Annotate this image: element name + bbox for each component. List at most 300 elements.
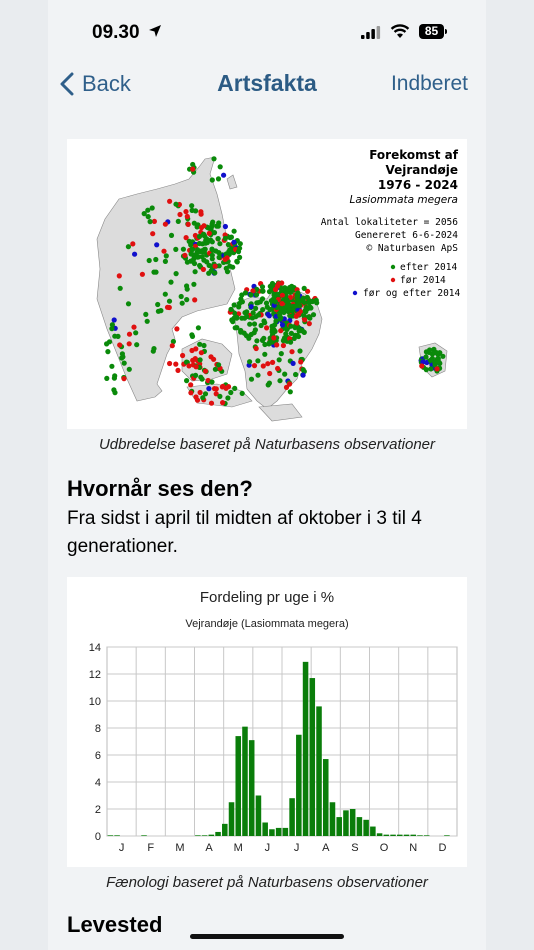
back-label: Back (82, 71, 131, 96)
observation-dot (193, 269, 198, 274)
observation-dot (198, 209, 203, 214)
observation-dot (267, 381, 272, 386)
observation-dot (209, 268, 214, 273)
week-bar (384, 835, 390, 836)
observation-dot (297, 328, 302, 333)
when-text: Fra sidst i april til midten af oktober i 3 til 4 generationer. (67, 508, 422, 557)
observation-dot (118, 286, 123, 291)
week-bar (424, 835, 430, 836)
observation-dot (275, 366, 280, 371)
observation-dot (208, 354, 213, 359)
observation-dot (307, 321, 312, 326)
observation-dot (153, 257, 158, 262)
y-tick-label: 2 (94, 804, 101, 816)
observation-dot (121, 376, 126, 381)
observation-dot (267, 313, 272, 318)
week-bar (141, 835, 147, 836)
observation-dot (117, 342, 122, 347)
observation-dot (291, 361, 296, 366)
observation-dot (192, 261, 197, 266)
observation-dot (211, 156, 216, 161)
observation-dot (150, 231, 155, 236)
observation-dot (247, 359, 252, 364)
observation-dot (158, 308, 163, 313)
observation-dot (132, 252, 137, 257)
map-canvas (67, 139, 467, 429)
week-bar (404, 835, 410, 836)
anholt-shape (227, 175, 237, 189)
observation-dot (226, 242, 231, 247)
legend-label-before: før 2014 (400, 275, 446, 286)
observation-dot (216, 236, 221, 241)
observation-dot (197, 241, 202, 246)
month-label: N (409, 842, 418, 854)
observation-dot (184, 283, 189, 288)
week-bar (222, 824, 228, 836)
observation-dot (177, 212, 182, 217)
observation-dot (196, 325, 201, 330)
observation-dot (271, 335, 276, 340)
observation-dot (117, 273, 122, 278)
observation-dot (239, 316, 244, 321)
observation-dot (143, 312, 148, 317)
phenology-chart (67, 577, 467, 867)
observation-dot (201, 232, 206, 237)
observation-dot (207, 231, 212, 236)
observation-dot (163, 222, 168, 227)
month-label: M (175, 842, 185, 854)
observation-dot (251, 310, 256, 315)
observation-dot (109, 364, 114, 369)
observation-dot (127, 341, 132, 346)
observation-dot (239, 292, 244, 297)
observation-dot (279, 301, 284, 306)
observation-dot (217, 255, 222, 260)
week-bar (316, 706, 322, 836)
map-legend (353, 262, 461, 299)
observation-dot (209, 226, 214, 231)
observation-dot (185, 260, 190, 265)
navigation-bar (48, 64, 486, 104)
observation-dot (225, 395, 230, 400)
map-info-line3: © Naturbasen ApS (366, 243, 458, 254)
observation-dot (237, 255, 242, 260)
observation-dot (228, 307, 233, 312)
legend-dot-red (391, 278, 395, 282)
observation-dot (244, 333, 249, 338)
observation-dot (111, 387, 116, 392)
week-bar (444, 835, 450, 836)
observation-dot (165, 305, 170, 310)
observation-dot (198, 375, 203, 380)
observation-dot (284, 299, 289, 304)
observation-dot (142, 211, 147, 216)
wifi-icon (390, 24, 410, 39)
observation-dot (236, 249, 241, 254)
observation-dot (254, 346, 259, 351)
week-bar (417, 835, 423, 836)
observation-dot (262, 352, 267, 357)
observation-dot (305, 306, 310, 311)
chart-title: Fordeling pr uge i % (199, 589, 335, 606)
observation-dot (419, 363, 424, 368)
observation-dot (261, 363, 266, 368)
observation-dot (273, 318, 278, 323)
week-bar (283, 828, 289, 836)
week-bar (289, 798, 295, 836)
week-bar (195, 835, 201, 836)
observation-dot (273, 299, 278, 304)
observation-dot (164, 253, 169, 258)
observation-dot (281, 337, 286, 342)
observation-dot (292, 336, 297, 341)
observation-dot (180, 353, 185, 358)
observation-dot (276, 281, 281, 286)
observation-dot (210, 239, 215, 244)
observation-dot (287, 307, 292, 312)
observation-dot (199, 350, 204, 355)
observation-dot (295, 290, 300, 295)
month-label: J (293, 842, 300, 854)
week-bar (229, 802, 235, 836)
observation-dot (185, 214, 190, 219)
observation-dot (212, 386, 217, 391)
observation-dot (194, 364, 199, 369)
observation-dot (182, 253, 187, 258)
funen-shape (182, 339, 232, 381)
observation-dot (289, 349, 294, 354)
observation-dot (264, 325, 269, 330)
observation-dot (201, 223, 206, 228)
week-bar (323, 759, 329, 836)
week-bar (242, 727, 248, 836)
islands-shape (259, 404, 302, 421)
observation-dot (229, 235, 234, 240)
y-tick-label: 12 (88, 669, 101, 681)
observation-dot (434, 366, 439, 371)
observation-dot (184, 235, 189, 240)
observation-dot (294, 320, 299, 325)
week-bar (108, 835, 114, 836)
observation-dot (298, 359, 303, 364)
observation-dot (236, 304, 241, 309)
observation-dot (216, 362, 221, 367)
battery-icon: 85 (419, 24, 444, 39)
week-bar (303, 662, 309, 836)
observation-dot (198, 357, 203, 362)
observation-dot (104, 376, 109, 381)
observation-dot (428, 366, 433, 371)
location-arrow-icon (148, 24, 162, 38)
observation-dot (301, 296, 306, 301)
observation-dot (217, 241, 222, 246)
observation-dot (252, 321, 257, 326)
observation-dot (293, 372, 298, 377)
observation-dot (161, 249, 166, 254)
month-label: A (322, 842, 330, 854)
observation-dot (190, 334, 195, 339)
observation-dot (223, 224, 228, 229)
observation-dot (201, 343, 206, 348)
observation-dot (254, 338, 259, 343)
map-info-line1: Antal lokaliteter = 2056 (320, 217, 458, 228)
observation-dot (423, 354, 428, 359)
observation-dot (112, 317, 117, 322)
observation-dot (206, 386, 211, 391)
observation-dot (189, 247, 194, 252)
week-bar (343, 810, 349, 836)
observation-dot (259, 323, 264, 328)
observation-dot (122, 361, 127, 366)
observation-dot (186, 222, 191, 227)
observation-dot (260, 307, 265, 312)
observation-dot (134, 342, 139, 347)
map-title-line1: Forekomst af (369, 148, 458, 162)
observation-dot (260, 338, 265, 343)
observation-dot (184, 378, 189, 383)
week-bar (296, 735, 302, 836)
observation-dot (254, 292, 259, 297)
observation-dot (289, 331, 294, 336)
observation-dot (270, 360, 275, 365)
observation-dot (228, 390, 233, 395)
observation-dot (278, 328, 283, 333)
observation-dot (200, 395, 205, 400)
observation-dot (104, 341, 109, 346)
observation-dot (252, 363, 257, 368)
map-info-line2: Genereret 6-6-2024 (355, 230, 458, 241)
observation-dot (231, 240, 236, 245)
observation-dot (148, 219, 153, 224)
week-bar (377, 833, 383, 836)
observation-dot (133, 330, 138, 335)
observation-dot (282, 372, 287, 377)
observation-dot (155, 302, 160, 307)
observation-dot (189, 348, 194, 353)
observation-dot (209, 247, 214, 252)
observation-dot (168, 280, 173, 285)
observation-dot (307, 316, 312, 321)
home-indicator[interactable] (190, 934, 344, 939)
month-label: O (379, 842, 389, 854)
observation-dot (190, 358, 195, 363)
observation-dot (131, 325, 136, 330)
observation-dot (201, 267, 206, 272)
observation-dot (310, 299, 315, 304)
observation-dot (127, 332, 132, 337)
observation-dot (234, 315, 239, 320)
week-bar (410, 835, 416, 836)
page-title: Artsfakta (217, 70, 317, 96)
observation-dot (190, 208, 195, 213)
map-title-line2: Vejrandøje (385, 163, 458, 177)
week-bar (336, 817, 342, 836)
observation-dot (428, 358, 433, 363)
observation-dot (151, 349, 156, 354)
week-bar (390, 835, 396, 836)
observation-dot (278, 315, 283, 320)
report-button[interactable]: Indberet (390, 72, 468, 95)
month-label: A (205, 842, 213, 854)
observation-dot (188, 390, 193, 395)
battery-tip (445, 29, 447, 34)
observation-dot (115, 334, 120, 339)
observation-dot (265, 361, 270, 366)
observation-dot (190, 162, 195, 167)
observation-dot (179, 294, 184, 299)
observation-dot (217, 394, 222, 399)
observation-dot (140, 272, 145, 277)
observation-dot (174, 271, 179, 276)
month-label: M (233, 842, 243, 854)
cellular-signal-icon (361, 26, 381, 39)
observation-dot (203, 369, 208, 374)
observation-dot (285, 286, 290, 291)
legend-label-both: før og efter 2014 (363, 288, 461, 299)
observation-dot (288, 389, 293, 394)
observation-dot (197, 263, 202, 268)
observation-dot (427, 347, 432, 352)
week-bar (235, 736, 241, 836)
observation-dot (220, 384, 225, 389)
observation-dot (184, 297, 189, 302)
map-caption: Udbredelse baseret på Naturbasens observationer (98, 436, 436, 453)
week-bar (262, 823, 268, 837)
observation-dot (225, 269, 230, 274)
observation-dot (130, 241, 135, 246)
observation-dot (288, 324, 293, 329)
week-bar (357, 817, 363, 836)
chart-canvas (67, 577, 467, 867)
week-bar (215, 832, 221, 836)
chart-grid (107, 647, 457, 836)
y-tick-label: 6 (94, 750, 101, 762)
week-bar (114, 835, 120, 836)
observation-dot (279, 351, 284, 356)
app-screen (48, 0, 486, 950)
week-bar (363, 820, 369, 836)
observation-dot (153, 270, 158, 275)
observation-dot (181, 247, 186, 252)
observation-dot (210, 220, 215, 225)
observation-dot (167, 361, 172, 366)
observation-dot (273, 287, 278, 292)
observation-dot (119, 355, 124, 360)
observation-dot (301, 367, 306, 372)
observation-dot (232, 386, 237, 391)
week-bar (310, 678, 316, 836)
observation-dot (167, 299, 172, 304)
observation-dot (189, 203, 194, 208)
observation-dot (256, 312, 261, 317)
week-bar (269, 829, 275, 836)
observation-dot (229, 318, 234, 323)
observation-dot (163, 259, 168, 264)
observation-dot (173, 202, 178, 207)
observation-dot (233, 325, 238, 330)
observation-dot (247, 322, 252, 327)
observation-dot (227, 264, 232, 269)
observation-dot (296, 299, 301, 304)
habitat-heading: Levested (67, 912, 163, 937)
observation-dot (244, 314, 249, 319)
y-tick-label: 0 (94, 831, 101, 843)
observation-dot (258, 299, 263, 304)
observation-dot (213, 264, 218, 269)
observation-dot (218, 164, 223, 169)
observation-dot (302, 330, 307, 335)
observation-dot (301, 373, 306, 378)
when-heading: Hvornår ses den? (67, 476, 253, 501)
observation-dot (209, 379, 214, 384)
observation-dot (163, 292, 168, 297)
observation-dot (277, 378, 282, 383)
observation-dot (190, 167, 195, 172)
observation-dot (216, 176, 221, 181)
map-title-line3: 1976 - 2024 (377, 178, 458, 192)
observation-dot (260, 289, 265, 294)
y-tick-label: 14 (88, 642, 101, 654)
observation-dot (214, 224, 219, 229)
legend-dot-blue (353, 291, 357, 295)
observation-dot (302, 286, 307, 291)
y-tick-label: 4 (94, 777, 101, 789)
observation-dot (169, 233, 174, 238)
observation-dot (280, 322, 285, 327)
observation-dot (188, 242, 193, 247)
observation-dot (437, 350, 442, 355)
observation-dot (255, 358, 260, 363)
month-label: J (118, 842, 125, 854)
observation-dot (127, 367, 132, 372)
week-bar (249, 740, 255, 836)
observation-dot (173, 247, 178, 252)
legend-label-after: efter 2014 (400, 262, 458, 273)
observation-dot (204, 259, 209, 264)
week-bar (330, 802, 336, 836)
observation-dot (176, 219, 181, 224)
observation-dot (209, 401, 214, 406)
week-bar (397, 835, 403, 836)
observation-dot (126, 244, 131, 249)
observation-dot (302, 317, 307, 322)
observation-dot (170, 343, 175, 348)
observation-dot (154, 242, 159, 247)
observation-dot (288, 340, 293, 345)
week-bar (256, 796, 262, 837)
observation-dot (189, 251, 194, 256)
observation-dot (281, 343, 286, 348)
observation-dot (267, 371, 272, 376)
observation-dot (188, 382, 193, 387)
map-species-name: Lasiommata megera (349, 194, 458, 206)
observation-dot (145, 319, 150, 324)
observation-dot (261, 318, 266, 323)
observation-dot (296, 312, 301, 317)
observation-dot (193, 394, 198, 399)
observation-dot (221, 173, 226, 178)
week-bar (350, 809, 356, 836)
observation-dot (193, 373, 198, 378)
observation-dot (167, 199, 172, 204)
observation-dot (112, 376, 117, 381)
week-bar (370, 827, 376, 836)
observation-dot (210, 177, 215, 182)
observation-dot (175, 368, 180, 373)
observation-dot (105, 349, 110, 354)
observation-dot (109, 326, 114, 331)
distribution-map (67, 139, 467, 429)
